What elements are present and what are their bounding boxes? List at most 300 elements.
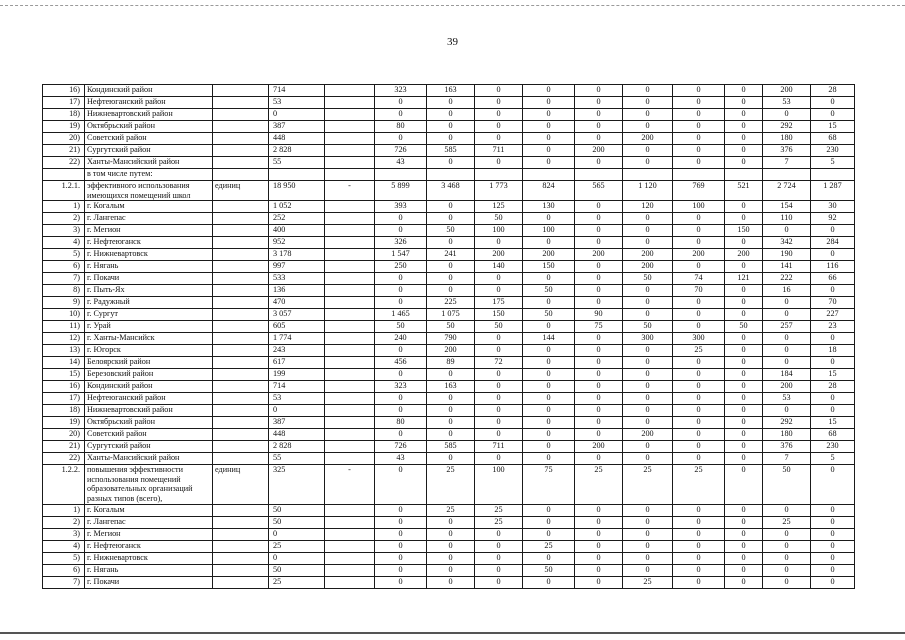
row-mark [325, 121, 375, 133]
year-7-value: 0 [673, 540, 725, 552]
year-10-value: 15 [811, 369, 855, 381]
row-unit [213, 369, 269, 381]
year-9-value: 16 [763, 285, 811, 297]
year-1-value: 80 [375, 417, 427, 429]
year-10-value: 92 [811, 213, 855, 225]
year-3-value [475, 169, 523, 181]
year-8-value [725, 169, 763, 181]
year-2-value: 0 [427, 285, 475, 297]
year-7-value: 70 [673, 285, 725, 297]
year-9-value: 110 [763, 213, 811, 225]
year-4-value: 50 [523, 564, 575, 576]
row-name: Октябрьский район [85, 121, 213, 133]
year-6-value: 200 [623, 261, 673, 273]
year-7-value: 0 [673, 453, 725, 465]
year-9-value: 53 [763, 393, 811, 405]
year-7-value: 0 [673, 145, 725, 157]
year-4-value: 200 [523, 249, 575, 261]
year-6-value: 0 [623, 417, 673, 429]
row-mark [325, 225, 375, 237]
row-mark [325, 157, 375, 169]
year-10-value: 0 [811, 249, 855, 261]
row-total: 448 [269, 133, 325, 145]
year-3-value: 0 [475, 369, 523, 381]
year-2-value: 0 [427, 369, 475, 381]
year-8-value: 0 [725, 516, 763, 528]
year-6-value: 0 [623, 97, 673, 109]
year-6-value: 0 [623, 85, 673, 97]
top-scan-edge [0, 5, 905, 6]
row-number: 4) [43, 237, 85, 249]
year-8-value: 0 [725, 381, 763, 393]
year-2-value: 0 [427, 552, 475, 564]
row-unit [213, 121, 269, 133]
year-6-value: 25 [623, 576, 673, 588]
year-2-value: 89 [427, 357, 475, 369]
row-unit: единиц [213, 465, 269, 504]
table-row [43, 381, 855, 393]
year-3-value: 0 [475, 393, 523, 405]
row-mark [325, 357, 375, 369]
row-number: 20) [43, 133, 85, 145]
year-1-value: 456 [375, 357, 427, 369]
row-mark [325, 405, 375, 417]
row-number: 14) [43, 357, 85, 369]
year-5-value: 0 [575, 453, 623, 465]
row-unit [213, 309, 269, 321]
row-name: г. Лангепас [85, 213, 213, 225]
row-unit [213, 564, 269, 576]
year-4-value [523, 169, 575, 181]
row-total: 252 [269, 213, 325, 225]
year-8-value: 0 [725, 85, 763, 97]
year-1-value: 0 [375, 528, 427, 540]
row-number: 21) [43, 441, 85, 453]
year-9-value: 0 [763, 528, 811, 540]
year-1-value: 0 [375, 97, 427, 109]
year-2-value: 0 [427, 201, 475, 213]
year-10-value: 30 [811, 201, 855, 213]
row-number: 11) [43, 321, 85, 333]
row-unit [213, 540, 269, 552]
year-7-value: 0 [673, 297, 725, 309]
year-5-value: 0 [575, 417, 623, 429]
year-3-value: 100 [475, 465, 523, 504]
year-2-value: 50 [427, 321, 475, 333]
year-10-value: 0 [811, 564, 855, 576]
year-4-value: 0 [523, 121, 575, 133]
year-4-value: 0 [523, 321, 575, 333]
year-3-value: 0 [475, 133, 523, 145]
year-3-value: 0 [475, 381, 523, 393]
row-unit [213, 381, 269, 393]
year-6-value: 0 [623, 345, 673, 357]
year-3-value: 125 [475, 201, 523, 213]
year-7-value: 0 [673, 417, 725, 429]
year-5-value: 0 [575, 225, 623, 237]
year-3-value: 0 [475, 121, 523, 133]
table-row [43, 133, 855, 145]
table-row [43, 393, 855, 405]
row-name: г. Покачи [85, 273, 213, 285]
table-row [43, 369, 855, 381]
row-mark [325, 441, 375, 453]
row-unit [213, 504, 269, 516]
row-number: 18) [43, 405, 85, 417]
year-4-value: 0 [523, 405, 575, 417]
year-4-value: 0 [523, 516, 575, 528]
row-unit [213, 213, 269, 225]
year-8-value: 0 [725, 540, 763, 552]
table-row [43, 540, 855, 552]
year-3-value: 0 [475, 345, 523, 357]
row-name: Нефтеюганский район [85, 393, 213, 405]
year-2-value: 163 [427, 381, 475, 393]
year-1-value: 5 899 [375, 181, 427, 201]
year-9-value: 200 [763, 381, 811, 393]
row-name: Нижневартовский район [85, 109, 213, 121]
year-7-value: 0 [673, 405, 725, 417]
year-3-value: 711 [475, 145, 523, 157]
row-mark [325, 213, 375, 225]
year-10-value: 0 [811, 516, 855, 528]
row-mark [325, 381, 375, 393]
year-2-value: 1 075 [427, 309, 475, 321]
row-mark [325, 309, 375, 321]
year-1-value: 0 [375, 285, 427, 297]
year-7-value: 0 [673, 109, 725, 121]
row-total [269, 169, 325, 181]
year-1-value: 0 [375, 429, 427, 441]
table-row [43, 169, 855, 181]
year-1-value: 0 [375, 345, 427, 357]
row-number: 7) [43, 273, 85, 285]
row-number: 20) [43, 429, 85, 441]
row-name: Березовский район [85, 369, 213, 381]
row-number: 1.2.2. [43, 465, 85, 504]
year-9-value: 2 724 [763, 181, 811, 201]
year-2-value: 0 [427, 453, 475, 465]
row-mark [325, 109, 375, 121]
year-7-value: 0 [673, 516, 725, 528]
year-3-value: 0 [475, 85, 523, 97]
year-3-value: 1 773 [475, 181, 523, 201]
year-9-value: 0 [763, 576, 811, 588]
year-5-value: 0 [575, 285, 623, 297]
year-9-value: 141 [763, 261, 811, 273]
year-10-value: 70 [811, 297, 855, 309]
row-mark [325, 417, 375, 429]
year-1-value: 50 [375, 321, 427, 333]
year-1-value: 0 [375, 297, 427, 309]
row-total: 448 [269, 429, 325, 441]
row-total: 2 828 [269, 441, 325, 453]
year-5-value: 0 [575, 261, 623, 273]
year-1-value: 323 [375, 381, 427, 393]
year-3-value: 0 [475, 417, 523, 429]
row-unit [213, 405, 269, 417]
year-6-value: 0 [623, 285, 673, 297]
year-2-value: 0 [427, 213, 475, 225]
year-1-value: 0 [375, 273, 427, 285]
row-unit [213, 237, 269, 249]
year-7-value: 0 [673, 441, 725, 453]
year-8-value: 0 [725, 333, 763, 345]
row-name: Ханты-Мансийский район [85, 157, 213, 169]
year-9-value: 0 [763, 345, 811, 357]
row-name: г. Урай [85, 321, 213, 333]
row-total: 470 [269, 297, 325, 309]
table-row [43, 201, 855, 213]
year-2-value: 0 [427, 516, 475, 528]
year-7-value: 0 [673, 552, 725, 564]
year-9-value: 0 [763, 552, 811, 564]
year-7-value: 25 [673, 465, 725, 504]
row-number: 19) [43, 417, 85, 429]
row-name: г. Мегион [85, 225, 213, 237]
table-row [43, 109, 855, 121]
table-row [43, 465, 855, 504]
year-4-value: 75 [523, 465, 575, 504]
year-8-value: 0 [725, 133, 763, 145]
row-total: 136 [269, 285, 325, 297]
row-name: Нефтеюганский район [85, 97, 213, 109]
row-mark [325, 576, 375, 588]
year-4-value: 100 [523, 225, 575, 237]
year-4-value: 0 [523, 552, 575, 564]
row-mark [325, 285, 375, 297]
year-2-value: 0 [427, 273, 475, 285]
row-unit [213, 357, 269, 369]
year-3-value: 0 [475, 540, 523, 552]
year-9-value: 190 [763, 249, 811, 261]
year-3-value: 0 [475, 405, 523, 417]
row-number: 3) [43, 225, 85, 237]
row-unit [213, 201, 269, 213]
year-4-value: 0 [523, 453, 575, 465]
year-1-value: 0 [375, 576, 427, 588]
year-10-value: 68 [811, 429, 855, 441]
year-6-value: 0 [623, 393, 673, 405]
table-row [43, 297, 855, 309]
row-number: 17) [43, 393, 85, 405]
row-unit [213, 429, 269, 441]
year-8-value: 0 [725, 345, 763, 357]
row-mark [325, 145, 375, 157]
year-6-value: 0 [623, 369, 673, 381]
year-3-value: 25 [475, 504, 523, 516]
year-4-value: 0 [523, 357, 575, 369]
table-row [43, 552, 855, 564]
year-10-value: 0 [811, 357, 855, 369]
year-1-value: 326 [375, 237, 427, 249]
row-mark [325, 333, 375, 345]
year-10-value: 28 [811, 381, 855, 393]
row-unit [213, 145, 269, 157]
year-5-value: 0 [575, 85, 623, 97]
year-1-value: 0 [375, 564, 427, 576]
year-9-value: 7 [763, 157, 811, 169]
row-name: Нижневартовский район [85, 405, 213, 417]
row-total: 55 [269, 453, 325, 465]
table-row [43, 85, 855, 97]
year-5-value: 0 [575, 213, 623, 225]
row-total: 0 [269, 528, 325, 540]
year-8-value: 0 [725, 552, 763, 564]
row-name: г. Радужный [85, 297, 213, 309]
row-name: Ханты-Мансийский район [85, 453, 213, 465]
year-5-value: 200 [575, 249, 623, 261]
year-9-value: 292 [763, 417, 811, 429]
row-number: 2) [43, 516, 85, 528]
year-7-value: 0 [673, 309, 725, 321]
year-2-value [427, 169, 475, 181]
year-9-value: 50 [763, 465, 811, 504]
year-7-value: 0 [673, 85, 725, 97]
year-7-value: 0 [673, 97, 725, 109]
table-row [43, 429, 855, 441]
year-8-value: 0 [725, 237, 763, 249]
year-5-value: 0 [575, 576, 623, 588]
year-8-value: 521 [725, 181, 763, 201]
row-total: 387 [269, 417, 325, 429]
year-2-value: 0 [427, 121, 475, 133]
row-unit [213, 133, 269, 145]
row-name: г. Когалым [85, 504, 213, 516]
row-number: 22) [43, 453, 85, 465]
year-1-value: 1 465 [375, 309, 427, 321]
row-mark [325, 321, 375, 333]
table-row [43, 357, 855, 369]
year-4-value: 0 [523, 369, 575, 381]
year-8-value: 0 [725, 576, 763, 588]
row-number: 16) [43, 381, 85, 393]
row-mark [325, 261, 375, 273]
row-name: г. Покачи [85, 576, 213, 588]
row-total: 25 [269, 540, 325, 552]
table-row [43, 576, 855, 588]
row-number: 6) [43, 261, 85, 273]
row-unit [213, 516, 269, 528]
year-3-value: 0 [475, 97, 523, 109]
year-3-value: 175 [475, 297, 523, 309]
row-mark [325, 345, 375, 357]
year-10-value: 1 287 [811, 181, 855, 201]
row-mark [325, 369, 375, 381]
year-9-value: 0 [763, 405, 811, 417]
row-unit [213, 97, 269, 109]
year-2-value: 585 [427, 145, 475, 157]
row-mark: - [325, 181, 375, 201]
year-8-value: 0 [725, 109, 763, 121]
year-6-value: 50 [623, 273, 673, 285]
year-9-value: 222 [763, 273, 811, 285]
row-unit [213, 261, 269, 273]
year-10-value: 5 [811, 157, 855, 169]
year-7-value: 0 [673, 369, 725, 381]
row-name: г. Лангепас [85, 516, 213, 528]
year-2-value: 241 [427, 249, 475, 261]
year-8-value: 0 [725, 369, 763, 381]
table-body [43, 85, 855, 589]
year-9-value: 180 [763, 429, 811, 441]
row-mark [325, 453, 375, 465]
row-total: 1 052 [269, 201, 325, 213]
year-3-value: 0 [475, 273, 523, 285]
year-8-value: 0 [725, 145, 763, 157]
year-3-value: 100 [475, 225, 523, 237]
row-mark [325, 237, 375, 249]
row-unit [213, 297, 269, 309]
year-7-value: 0 [673, 381, 725, 393]
year-10-value: 0 [811, 109, 855, 121]
year-1-value: 726 [375, 441, 427, 453]
year-8-value: 0 [725, 201, 763, 213]
row-total: 605 [269, 321, 325, 333]
year-9-value: 376 [763, 145, 811, 157]
year-4-value: 824 [523, 181, 575, 201]
year-6-value: 0 [623, 357, 673, 369]
year-4-value: 25 [523, 540, 575, 552]
table-row [43, 453, 855, 465]
year-9-value: 0 [763, 357, 811, 369]
year-8-value: 50 [725, 321, 763, 333]
row-total: 243 [269, 345, 325, 357]
year-10-value: 0 [811, 504, 855, 516]
year-4-value: 0 [523, 429, 575, 441]
row-total: 25 [269, 576, 325, 588]
row-mark [325, 133, 375, 145]
year-10-value: 116 [811, 261, 855, 273]
year-10-value: 0 [811, 285, 855, 297]
row-unit [213, 333, 269, 345]
row-number: 18) [43, 109, 85, 121]
row-total: 325 [269, 465, 325, 504]
year-1-value: 0 [375, 213, 427, 225]
year-9-value: 376 [763, 441, 811, 453]
row-unit [213, 225, 269, 237]
year-4-value: 0 [523, 109, 575, 121]
year-6-value: 25 [623, 465, 673, 504]
year-2-value: 0 [427, 528, 475, 540]
year-5-value: 565 [575, 181, 623, 201]
year-9-value: 53 [763, 97, 811, 109]
year-2-value: 25 [427, 504, 475, 516]
row-total: 55 [269, 157, 325, 169]
year-1-value: 393 [375, 201, 427, 213]
row-total: 2 828 [269, 145, 325, 157]
year-8-value: 0 [725, 121, 763, 133]
year-4-value: 0 [523, 157, 575, 169]
row-unit [213, 441, 269, 453]
row-mark [325, 297, 375, 309]
row-number: 15) [43, 369, 85, 381]
year-8-value: 200 [725, 249, 763, 261]
row-total: 0 [269, 552, 325, 564]
row-total: 400 [269, 225, 325, 237]
row-number: 21) [43, 145, 85, 157]
row-unit [213, 393, 269, 405]
year-4-value: 0 [523, 441, 575, 453]
year-7-value: 0 [673, 576, 725, 588]
year-5-value: 0 [575, 97, 623, 109]
table-row [43, 516, 855, 528]
row-name: Белоярский район [85, 357, 213, 369]
year-2-value: 0 [427, 429, 475, 441]
year-6-value: 1 120 [623, 181, 673, 201]
year-9-value [763, 169, 811, 181]
row-number: 1.2.1. [43, 181, 85, 201]
